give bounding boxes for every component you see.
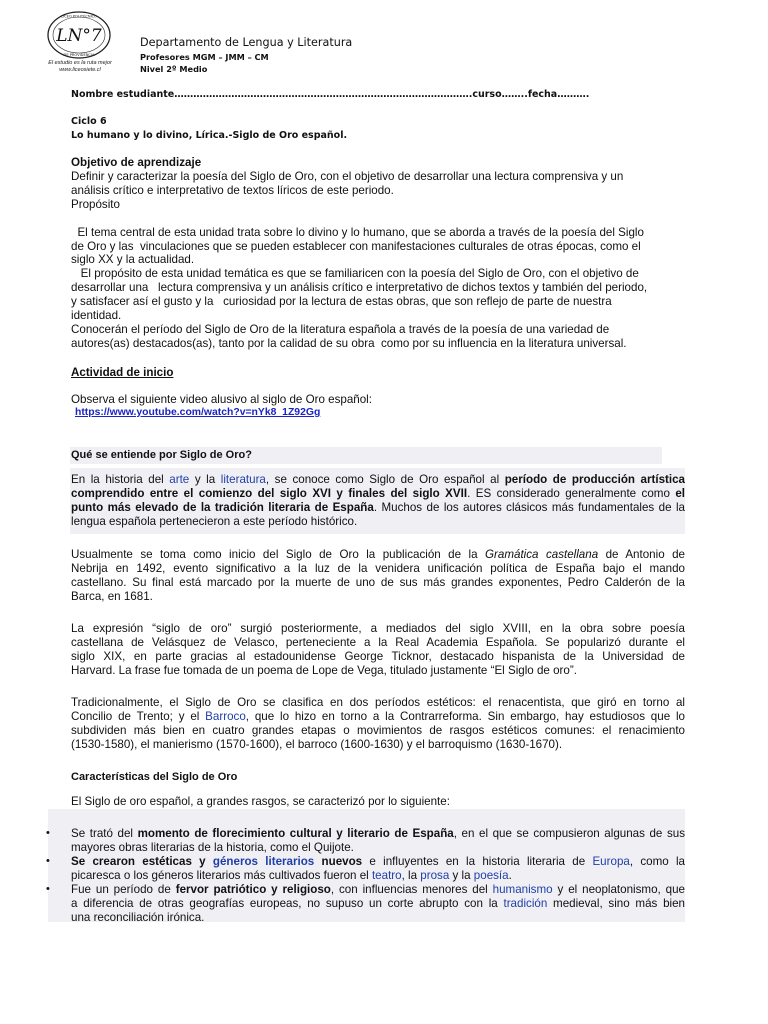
purpose-p1-line-3: siglo XX y la actualidad.	[71, 253, 195, 266]
feature-3-line-2: a diferencia de otras geografías europeas, no supuso un corte abrupto con la tradición medieval, sino más bien	[71, 897, 686, 910]
link-europa[interactable]: Europa	[592, 855, 630, 868]
features-intro: El Siglo de oro español, a grandes rasgos, se caracterizó por lo siguiente:	[71, 795, 450, 808]
student-name-line: Nombre estudiante………………………………………………………………………………….curso……..fecha……….	[71, 89, 590, 100]
periods-line-2: Concilio de Trento; y el Barroco, que lo hizo en torno a la Contrarreforma. Sin embargo, hay estudiosos que lo	[71, 710, 686, 723]
purpose-p2-line-3: y satisfacer así el gusto y la curiosidad por la lectura de estas obras, que son reflejo de parte de nuestra	[71, 295, 612, 308]
link-tradicion[interactable]: tradición	[503, 897, 548, 910]
history-line-1: En la historia del arte y la literatura, se conoce como Siglo de Oro español al período de producción artística	[71, 473, 686, 486]
logo-caption	[28, 60, 132, 73]
bullet-1: •	[46, 827, 50, 839]
start-line-2: Nebrija en 1492, evento significativo a la luz de la venidera unificación política de España bajo el mando	[71, 562, 685, 575]
activity-heading: Actividad de inicio	[71, 366, 174, 379]
question-heading: Qué se entiende por Siglo de Oro?	[71, 449, 252, 461]
purpose-p3-line-1: Conocerán el período del Siglo de Oro de la literatura española a través de la poesía de una variedad de	[71, 323, 610, 336]
purpose-p2-line-1: El propósito de esta unidad temática es que se familiaricen con la poesía del Siglo de Oro, con el objetivo de	[71, 267, 639, 280]
bullet-2: •	[46, 855, 50, 867]
expression-line-4: Harvard. La frase fue tomada de un poema de Lope de Vega, titulado justamente “El Siglo de oro”.	[71, 664, 577, 677]
start-line-3: castellano. Su final está marcado por la muerte de uno de sus más grandes exponentes, Pedro Calderón de la	[71, 576, 685, 589]
objective-heading: Objetivo de aprendizaje	[71, 156, 202, 169]
video-link[interactable]: https://www.youtube.com/watch?v=nYk8_1Z92Gg	[75, 407, 321, 418]
department-title: Departamento de Lengua y Literatura	[140, 36, 353, 49]
expression-line-2: castellana de Velásquez de Velasco, perteneciente a la Real Academia Española. Se popularizó durante el	[71, 636, 685, 649]
feature-1-line-1: Se trató del momento de florecimiento cultural y literario de España, en el que se compusieron algunas de sus	[71, 827, 685, 840]
purpose-p1-line-2: de Oro y las vinculaciones que se pueden establecer con manifestaciones culturales de otras épocas, como el	[71, 240, 641, 253]
teachers-line: Profesores MGM – JMM – CM	[140, 52, 269, 62]
objective-line-2: análisis crítico e interpretativo de textos líricos de este periodo.	[71, 184, 394, 197]
logo-text-bottom: DE PROVIDENCIA	[63, 53, 95, 57]
link-humanismo[interactable]: humanismo	[492, 883, 553, 896]
link-arte[interactable]: arte	[169, 473, 190, 486]
link-literatura[interactable]: literatura	[220, 473, 266, 486]
expression-line-1: La expresión “siglo de oro” surgió posteriormente, a mediados del siglo XVIII, en la obra sobre poesía	[71, 622, 685, 635]
logo-caption-motto: El estudio es la ruta mejor	[48, 60, 112, 66]
unit-title: Lo humano y lo divino, Lírica.-Siglo de Oro español.	[71, 130, 348, 141]
objective-line-1: Definir y caracterizar la poesía del Siglo de Oro, con el objetivo de desarrollar una lectura comprensiva y un	[71, 170, 624, 183]
purpose-label: Propósito	[71, 198, 120, 211]
periods-line-1: Tradicionalmente, el Siglo de Oro se clasifica en dos períodos estéticos: el renacentista, que giró en torno al	[71, 696, 685, 709]
feature-2-line-2: picaresca o los géneros literarios más cultivados fueron el teatro, la prosa y la poesía.	[71, 869, 512, 882]
feature-1-line-2: mayores obras literarias de la historia, como el Quijote.	[71, 841, 354, 854]
logo-caption-web: www.liceosiete.cl	[59, 66, 101, 73]
periods-line-3: subdividen más bien en cuatro grandes etapas o movimientos de rasgos estéticos comunes: el renacimiento	[71, 724, 685, 737]
start-line-1: Usualmente se toma como inicio del Siglo de Oro la publicación de la Gramática castellana de Antonio de	[71, 548, 685, 561]
purpose-p2-line-2: desarrollar una lectura comprensiva y un análisis crítico e interpretativo de dichos textos y también del periodo,	[71, 281, 648, 294]
feature-3-line-1: Fue un período de fervor patriótico y religioso, con influencias menores del humanismo y el neoplatonismo, que	[71, 883, 685, 896]
link-teatro[interactable]: teatro	[371, 869, 402, 882]
level-line: Nivel 2º Medio	[140, 64, 208, 74]
logo-text-top: LICEO POLITÉCNICO	[61, 14, 97, 19]
link-prosa[interactable]: prosa	[420, 869, 450, 882]
purpose-p1-line-1: El tema central de esta unidad trata sobre lo divino y lo humano, que se aborda a través de la poesía del Siglo	[71, 226, 644, 239]
history-line-4: lengua española pertenecieron a este período histórico.	[71, 515, 358, 528]
purpose-p3-line-2: autores(as) destacados(as), tanto por la calidad de su obra como por su influencia en la literatura universal.	[71, 337, 627, 350]
link-barroco[interactable]: Barroco	[205, 710, 246, 723]
start-line-4: Barca, en 1681.	[71, 590, 153, 603]
expression-line-3: siglo XIX, en parte gracias al estadounidense George Ticknor, destacado hispanista de la Universidad de	[71, 650, 685, 663]
history-line-2: comprendido entre el comienzo del siglo XVI y finales del siglo XVII. ES considerado generalmente como el	[71, 487, 685, 500]
feature-2-line-1: Se crearon estéticas y géneros literarios nuevos e influyentes en la historia literaria de Europa, como la	[71, 855, 685, 868]
cycle-label: Ciclo 6	[71, 116, 107, 127]
history-line-3: punto más elevado de la tradición literaria de España. Muchos de los autores clásicos más fundamentales de la	[71, 501, 686, 514]
link-generos[interactable]: géneros literarios	[212, 855, 315, 868]
purpose-p2-line-4: identidad.	[71, 309, 122, 322]
logo-mark: LN°7	[56, 26, 102, 46]
periods-line-4: (1530-1580), el manierismo (1570-1600), el barroco (1600-1630) y el barroquismo (1630-1670).	[71, 738, 563, 751]
link-poesia[interactable]: poesía	[473, 869, 509, 882]
school-logo-icon	[46, 10, 112, 60]
features-heading: Características del Siglo de Oro	[71, 771, 238, 783]
bullet-3: •	[46, 883, 50, 895]
feature-3-line-3: una reconciliación irónica.	[71, 911, 205, 924]
activity-text: Observa el siguiente video alusivo al siglo de Oro español:	[71, 393, 372, 406]
